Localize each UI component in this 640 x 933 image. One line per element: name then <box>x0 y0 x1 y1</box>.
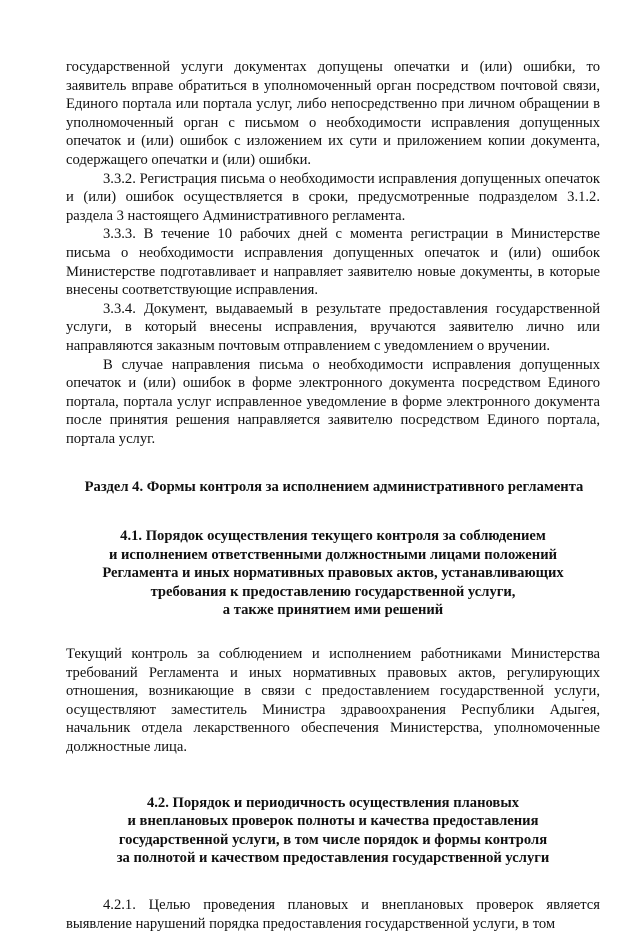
section-4-title: Раздел 4. Формы контроля за исполнением административного регламента <box>84 479 584 496</box>
paragraph-3-3-4: 3.3.4. Документ, выдаваемый в результате предоставления государственной услуги, в который внесены исправления, вручаются заявителю лично или направляются заказным почтовым отправлением с уведомлением о вручении. <box>66 300 600 354</box>
heading-line: а также принятием ими решений <box>222 602 444 619</box>
heading-line: 4.1. Порядок осуществления текущего контроля за соблюдением <box>120 528 546 545</box>
scan-speck <box>582 699 584 701</box>
paragraph-4-2-1: 4.2.1. Целью проведения плановых и внеплановых проверок является выявление нарушений порядка предоставления государственной услуги, в том <box>66 896 600 932</box>
document-page <box>66 58 600 933</box>
paragraph-continuation: государственной услуги документах допущены опечатки и (или) ошибки, то заявитель вправе обратиться в уполномоченный орган посредством почтовой связи, Единого портала или портала услуг, либо непосредственно при личном обращении в уполномоченный орган с письмом о необходимости исправления допущенных опечаток и (или) ошибок с изложением их сути и приложением копии документа, содержащего опечатки и (или) ошибки. <box>66 59 600 168</box>
heading-line: государственной услуги, в том числе порядок и формы контроля <box>118 831 548 848</box>
heading-line: и исполнением ответственными должностными лицами положений <box>108 546 558 563</box>
heading-line: за полнотой и качеством предоставления государственной услуги <box>116 850 550 867</box>
heading-line: Регламента и иных нормативных правовых актов, устанавливающих <box>102 565 564 582</box>
paragraph-electronic-case: В случае направления письма о необходимости исправления допущенных опечаток и (или) ошибок в форме электронного документа посредством Единого портала, портала услуг исправленное уведомление в форме электронного документа после принятия решения направляется заявителю посредством Единого портала, портала услуг. <box>66 356 600 447</box>
heading-line: требования к предоставлению государственной услуги, <box>150 583 516 600</box>
heading-line: 4.2. Порядок и периодичность осуществления плановых <box>146 794 520 811</box>
paragraph-3-3-2: 3.3.2. Регистрация письма о необходимости исправления допущенных опечаток и (или) ошибок осуществляется в сроки, предусмотренные подразделом 3.1.2. раздела 3 настоящего Административного регламента. <box>66 170 600 224</box>
paragraph-3-3-3: 3.3.3. В течение 10 рабочих дней с момента регистрации в Министерстве письма о необходимости исправления допущенных опечаток и (или) ошибок Министерстве подготавливает и направляет заявителю новые документы, в которые внесены соответствующие исправления. <box>66 226 600 299</box>
subsection-4-1-heading <box>66 527 600 620</box>
subsection-4-1-body: Текущий контроль за соблюдением и исполнением работниками Министерства требований Регламента и иных нормативных правовых актов, регулирующих отношения, возникающие в связи с предоставлением государственной услуги, осуществляют заместитель Министра здравоохранения Республики Адыгея, начальник отдела лекарственного обеспечения Министерства, уполномоченные должностные лица. <box>66 646 600 755</box>
heading-line: и внеплановых проверок полноты и качества предоставления <box>127 813 539 830</box>
subsection-4-2-heading <box>66 794 600 868</box>
